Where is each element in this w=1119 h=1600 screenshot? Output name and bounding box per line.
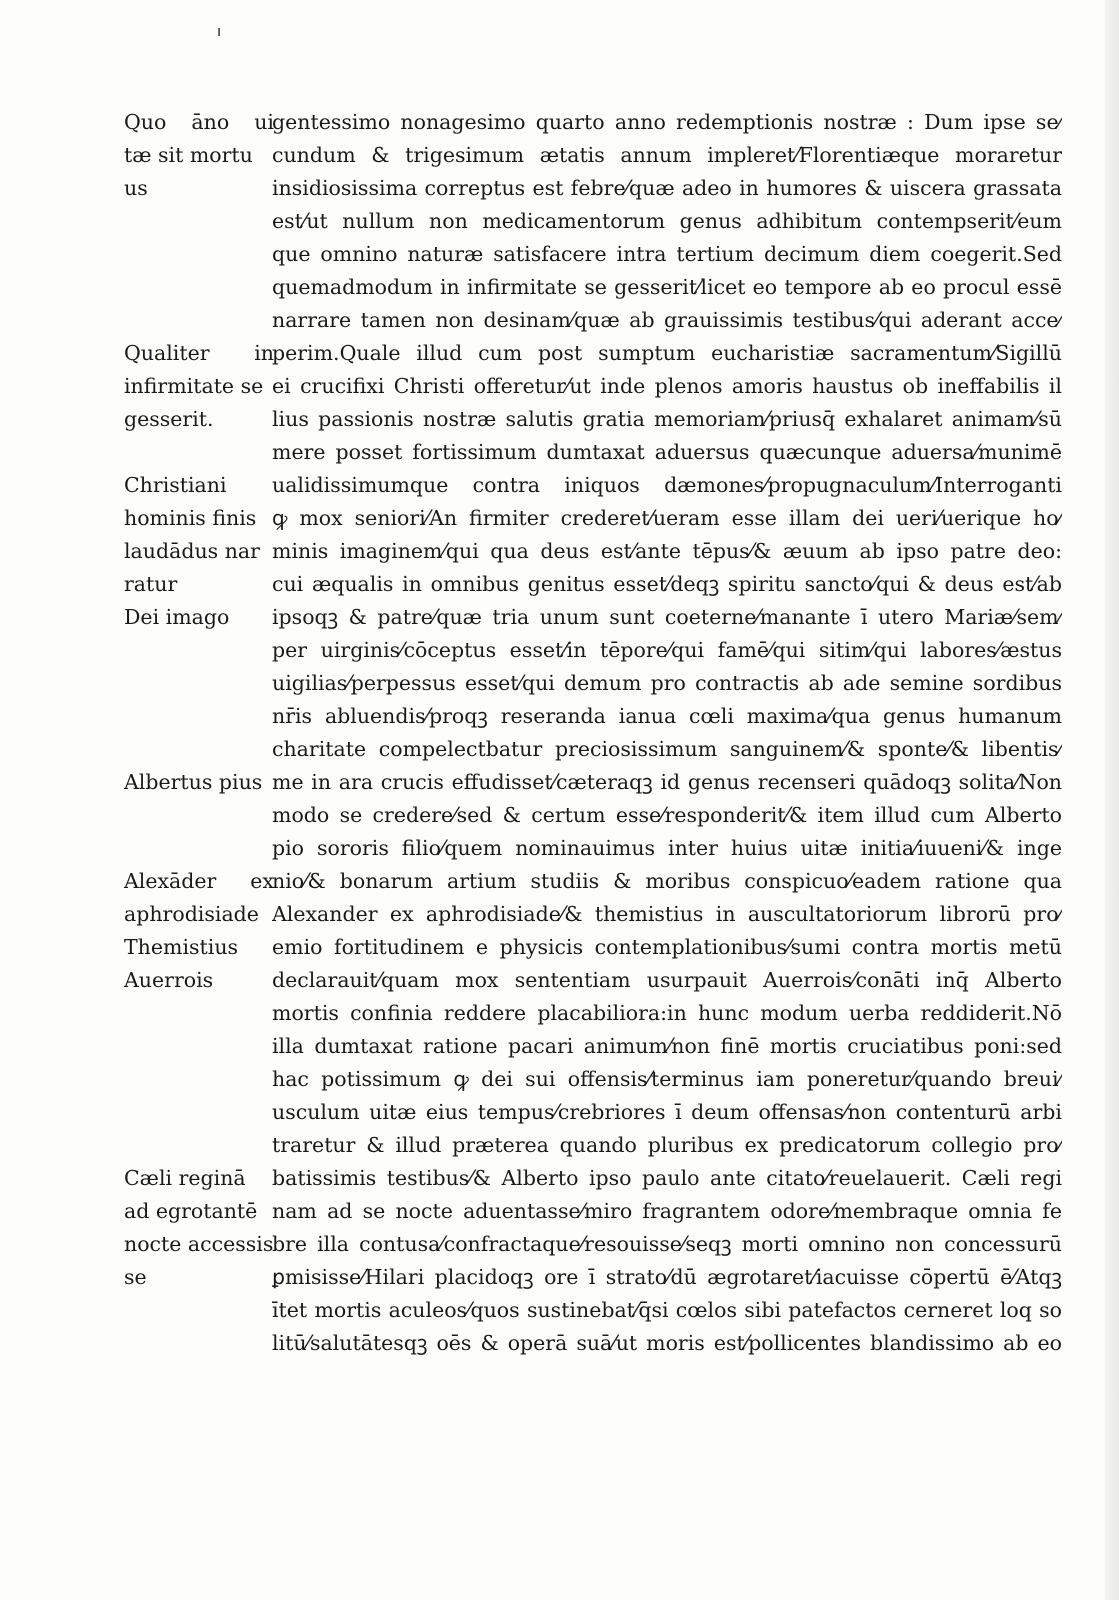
text-line: traretur & illud præterea quando pluribus ex predicatorum collegio pro⁄ (272, 1133, 1062, 1157)
text-line: mere posset fortissimum dumtaxat aduersus quæcunque aduersa⁄munimē (272, 440, 1062, 464)
text-line: narrare tamen non desinam⁄quæ ab grauissimis testibus⁄qui aderant acce⁄ (272, 308, 1062, 332)
text-line: litū⁄salutātesqꝫ oēs & operā suā⁄ut moris est⁄pollicentes blandissimo ab eo (272, 1331, 1062, 1355)
text-line: illa dumtaxat ratione pacari animum⁄non finē mortis cruciatibus poni:sed (272, 1034, 1062, 1058)
text-line: insidiosissima correptus est febre⁄quæ adeo in humores & uiscera grassata (272, 176, 1062, 200)
main-text-column (272, 106, 1062, 1360)
text-line: nr̄is abluendis⁄proqꝫ reseranda ianua cœli maxima⁄qua genus humanum (272, 704, 1062, 728)
text-line: pio sororis filio⁄quem nominauimus inter huius uitæ initia⁄iuueni⁄& inge (272, 836, 1062, 860)
text-line: nio⁄& bonarum artium studiis & moribus conspicuo⁄eadem ratione qua (272, 869, 1062, 893)
margin-note-line: infirmitate se (124, 374, 264, 398)
margin-note-line: aphrodisiade (124, 902, 259, 926)
text-line: est⁄ut nullum non medicamentorum genus adhibitum contempserit⁄eum (272, 209, 1062, 233)
text-line: ualidissimumque contra iniquos dæmones⁄propugnaculum⁄Interroganti (272, 473, 1062, 497)
margin-note-line: se (124, 1265, 147, 1289)
margin-note-line: us (124, 176, 148, 200)
text-line: ipsoqꝫ & patre⁄quæ tria unum sunt coeterne⁄manante ī utero Mariæ⁄sem⁄ (272, 605, 1062, 629)
text-line: perim.Quale illud cum post sumptum eucharistiæ sacramentum⁄Sigillū (272, 341, 1062, 365)
text-line: ꝙ mox seniori⁄An firmiter crederet⁄ueram esse illam dei ueri⁄uerique ho⁄ (272, 506, 1062, 530)
margin-note-line: Alexāder ex (124, 869, 274, 893)
margin-note-line: ratur (124, 572, 178, 596)
text-line: ītet mortis aculeos⁄quos sustinebat⁄q̄si cœlos sibi patefactos cerneret loq so (272, 1298, 1062, 1322)
text-line: declarauit⁄quam mox sententiam usurpauit Auerrois⁄conāti inq̄ Alberto (272, 968, 1062, 992)
margin-note-line: Themistius (124, 935, 239, 959)
margin-note-line: nocte accessis (124, 1232, 274, 1256)
margin-note-line: Dei imago (124, 605, 230, 629)
text-line: per uirginis⁄cōceptus esset⁄in tēpore⁄qui famē⁄qui sitim⁄qui labores⁄æstus (272, 638, 1062, 662)
text-line: lius passionis nostræ salutis gratia memoriam⁄priusq̄ exhalaret animam⁄sū (272, 407, 1062, 431)
text-line: uigilias⁄perpessus esset⁄qui demum pro contractis ab ade semine sordibus (272, 671, 1062, 695)
margin-note-line: tæ sit mortu (124, 143, 253, 167)
text-line: bre illa contusa⁄confractaque⁄resouisse⁄seqꝫ morti omnino non concessurū (272, 1232, 1062, 1256)
margin-note-line: laudādus nar (124, 539, 260, 563)
text-line: gentessimo nonagesimo quarto anno redemptionis nostræ : Dum ipse se⁄ (272, 110, 1062, 134)
page-edge-shadow (1105, 0, 1119, 1600)
text-line: charitate compelectbatur preciosissimum sanguinem⁄& sponte⁄& libentis⁄ (272, 737, 1062, 761)
text-line: quemadmodum in infirmitate se gesserit⁄licet eo tempore ab eo procul essē (272, 275, 1062, 299)
text-line: emio fortitudinem e physicis contemplationibus⁄sumi contra mortis metū (272, 935, 1062, 959)
text-line: cundum & trigesimum ætatis annum impleret⁄Florentiæque moraretur (272, 143, 1062, 167)
margin-note-line: Cæli reginā (124, 1166, 246, 1190)
text-line: me in ara crucis effudisset⁄cæteraqꝫ id genus recenseri quādoqꝫ solita⁄Non (272, 770, 1062, 794)
margin-note-line: ad egrotantē (124, 1199, 258, 1223)
margin-note-line: Auerrois (124, 968, 214, 992)
ink-speck (218, 28, 220, 36)
margin-note-line: Qualiter in (124, 341, 274, 365)
margin-notes-column (124, 106, 274, 1294)
text-line: nam ad se nocte aduentasse⁄miro fragrantem odore⁄membraque omnia fe (272, 1199, 1062, 1223)
text-line: modo se credere⁄sed & certum esse⁄responderit⁄& item illud cum Alberto (272, 803, 1062, 827)
margin-note-line: Christiani (124, 473, 227, 497)
text-line: ꝑmisisse⁄Hilari placidoqꝫ ore ī strato⁄dū ægrotaret⁄iacuisse cōpertū ē⁄Atqꝫ (272, 1265, 1062, 1289)
text-line: batissimis testibus⁄& Alberto ipso paulo ante citato⁄reuelauerit. Cæli regi (272, 1166, 1062, 1190)
margin-note-line: hominis finis (124, 506, 257, 530)
text-line: minis imaginem⁄qui qua deus est⁄ante tēpus⁄& æuum ab ipso patre deo: (272, 539, 1062, 563)
text-line: usculum uitæ eius tempus⁄crebriores ī deum offensas⁄non contenturū arbi (272, 1100, 1062, 1124)
text-line: que omnino naturæ satisfacere intra tertium decimum diem coegerit.Sed (272, 242, 1062, 266)
text-line: mortis confinia reddere placabiliora:in hunc modum uerba reddiderit.Nō (272, 1001, 1062, 1025)
margin-note-line: Quo āno ui (124, 110, 274, 134)
text-line: Alexander ex aphrodisiade⁄& themistius in auscultatoriorum librorū pro⁄ (272, 902, 1062, 926)
text-line: hac potissimum ꝙ dei sui offensis⁄terminus iam poneretur⁄quando breui⁄ (272, 1067, 1062, 1091)
text-line: cui æqualis in omnibus genitus esset⁄deqꝫ spiritu sancto⁄qui & deus est⁄ab (272, 572, 1062, 596)
text-line: ei crucifixi Christi offeretur⁄ut inde plenos amoris haustus ob ineffabilis il (272, 374, 1062, 398)
margin-note-line: Albertus pius (124, 770, 263, 794)
margin-note-line: gesserit. (124, 407, 214, 431)
